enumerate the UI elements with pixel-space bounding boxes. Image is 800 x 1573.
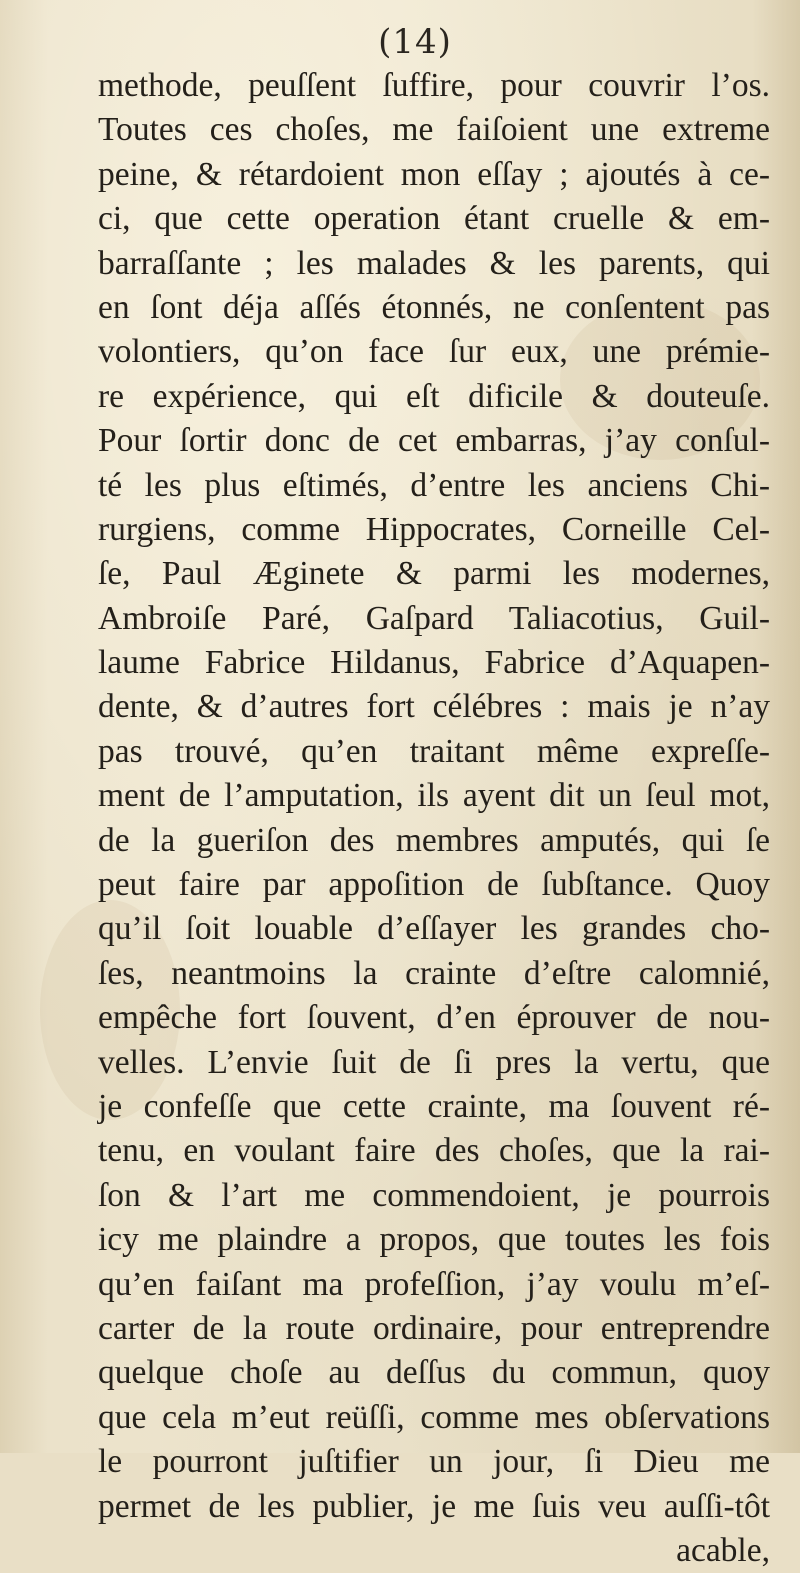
- text-line: permet de les publier, je me ſuis veu auſſi-tôt: [98, 1487, 770, 1525]
- text-line: re expérience, qui eſt dificile & douteuſe.: [98, 377, 770, 415]
- text-line: rurgiens, comme Hippocrates, Corneille Cel-: [98, 510, 770, 548]
- text-line: dente, & d’autres fort célébres : mais je n’ay: [98, 688, 770, 726]
- text-line: tenu, en voulant faire des choſes, que la rai-: [98, 1132, 770, 1170]
- text-line: Toutes ces choſes, me faiſoient une extreme: [98, 111, 770, 149]
- text-line: ment de l’amputation, ils ayent dit un ſeul mot,: [98, 777, 770, 815]
- catchword: acable,: [676, 1531, 770, 1569]
- text-line: Pour ſortir donc de cet embarras, j’ay conſul-: [98, 422, 770, 460]
- text-line: qu’en faiſant ma profeſſion, j’ay voulu m’eſ-: [98, 1265, 770, 1303]
- text-line: le pourront juſtifier un jour, ſi Dieu me: [98, 1443, 770, 1481]
- text-line: ſes, neantmoins la crainte d’eſtre calomnié,: [98, 954, 770, 992]
- text-line: ſon & l’art me commendoient, je pourrois: [98, 1176, 770, 1214]
- text-line: laume Fabrice Hildanus, Fabrice d’Aquapen-: [98, 644, 770, 682]
- text-line: que cela m’eut reüſſi, comme mes obſervations: [98, 1398, 770, 1436]
- text-line: Ambroiſe Paré, Gaſpard Taliacotius, Guil-: [98, 599, 770, 637]
- text-line: té les plus eſtimés, d’entre les anciens Chi-: [98, 466, 770, 504]
- text-line: quelque choſe au deſſus du commun, quoy: [98, 1354, 770, 1392]
- text-line: ſe, Paul Æginete & parmi les modernes,: [98, 555, 770, 593]
- text-line: barraſſante ; les malades & les parents, qui: [98, 244, 770, 282]
- body-text: [98, 64, 770, 1573]
- text-line: de la gueriſon des membres amputés, qui ſe: [98, 821, 770, 859]
- text-line: qu’il ſoit louable d’eſſayer les grandes cho-: [98, 910, 770, 948]
- text-line: peut faire par appoſition de ſubſtance. Quoy: [98, 866, 770, 904]
- text-line: ci, que cette operation étant cruelle & em-: [98, 200, 770, 238]
- text-line: carter de la route ordinaire, pour entreprendre: [98, 1309, 770, 1347]
- text-line: en ſont déja aſſés étonnés, ne conſentent pas: [98, 288, 770, 326]
- text-line: volontiers, qu’on face ſur eux, une prémie-: [98, 333, 770, 371]
- text-line: empêche fort ſouvent, d’en éprouver de nou-: [98, 999, 770, 1037]
- text-line: peine, & rétardoient mon eſſay ; ajoutés à ce-: [98, 155, 770, 193]
- text-line: pas trouvé, qu’en traitant même expreſſe-: [98, 732, 770, 770]
- text-line: icy me plaindre a propos, que toutes les fois: [98, 1221, 770, 1259]
- text-line: methode, peuſſent ſuffire, pour couvrir l’os.: [98, 67, 770, 104]
- text-line: je confeſſe que cette crainte, ma ſouvent ré-: [98, 1087, 770, 1125]
- text-line: velles. L’envie ſuit de ſi pres la vertu, que: [98, 1043, 770, 1081]
- page-number: (14): [378, 22, 452, 62]
